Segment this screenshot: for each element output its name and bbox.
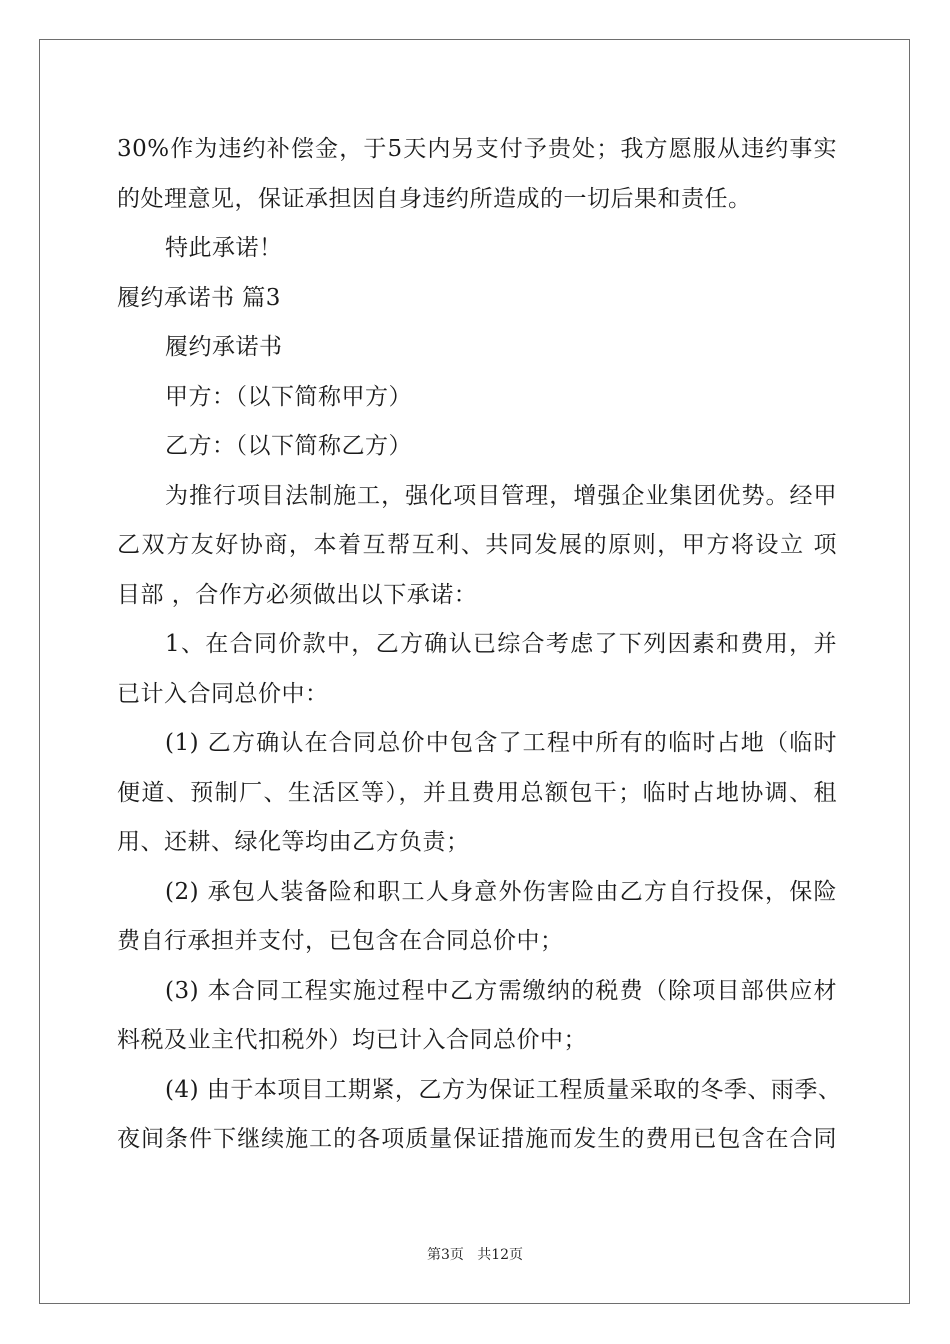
section-heading: 履约承诺书 篇3	[117, 284, 281, 311]
party-a-line: 甲方：（以下简称甲方）	[165, 383, 412, 410]
paragraph-line: 乙双方友好协商，本着互帮互利、共同发展的原则，甲方将设立 项	[117, 532, 837, 558]
paragraph-line: 目部 ，合作方必须做出以下承诺：	[117, 581, 478, 608]
party-b-line: 乙方：（以下简称乙方）	[165, 433, 412, 459]
clause-line: 料税及业主代扣税外）均已计入合同总价中；	[117, 1027, 587, 1053]
clause-line: 夜间条件下继续施工的各项质量保证措施而发生的费用已包含在合同	[117, 1126, 837, 1152]
document-body	[117, 125, 842, 1165]
clause-line: 用、还耕、绿化等均由乙方负责；	[117, 829, 470, 855]
clause-line: 1、在合同价款中，乙方确认已综合考虑了下列因素和费用，并	[165, 631, 837, 657]
clause-line: (3) 本合同工程实施过程中乙方需缴纳的税费（除项目部供应材	[165, 977, 837, 1004]
closing-statement: 特此承诺！	[165, 235, 283, 261]
clause-line: (1) 乙方确认在合同总价中包含了工程中所有的临时占地（临时	[165, 730, 837, 756]
clause-line: 费自行承担并支付，已包含在合同总价中；	[117, 928, 564, 954]
paragraph-line: 的处理意见，保证承担因自身违约所造成的一切后果和责任。	[117, 185, 752, 212]
clause-line: 便道、预制厂、生活区等），并且费用总额包干；临时占地协调、租	[117, 779, 837, 806]
clause-line: 已计入合同总价中：	[117, 680, 329, 707]
paragraph-line: 30%作为违约补偿金，于5天内另支付予贵处；我方愿服从违约事实	[117, 136, 837, 162]
paragraph-line: 为推行项目法制施工，强化项目管理，增强企业集团优势。经甲	[165, 482, 837, 509]
clause-line: (4) 由于本项目工期紧，乙方为保证工程质量采取的冬季、雨季、	[165, 1076, 842, 1103]
document-title: 履约承诺书	[165, 334, 283, 360]
page-number-footer: 第3页 共12页	[426, 1247, 524, 1263]
clause-line: (2) 承包人装备险和职工人身意外伤害险由乙方自行投保，保险	[165, 878, 837, 905]
